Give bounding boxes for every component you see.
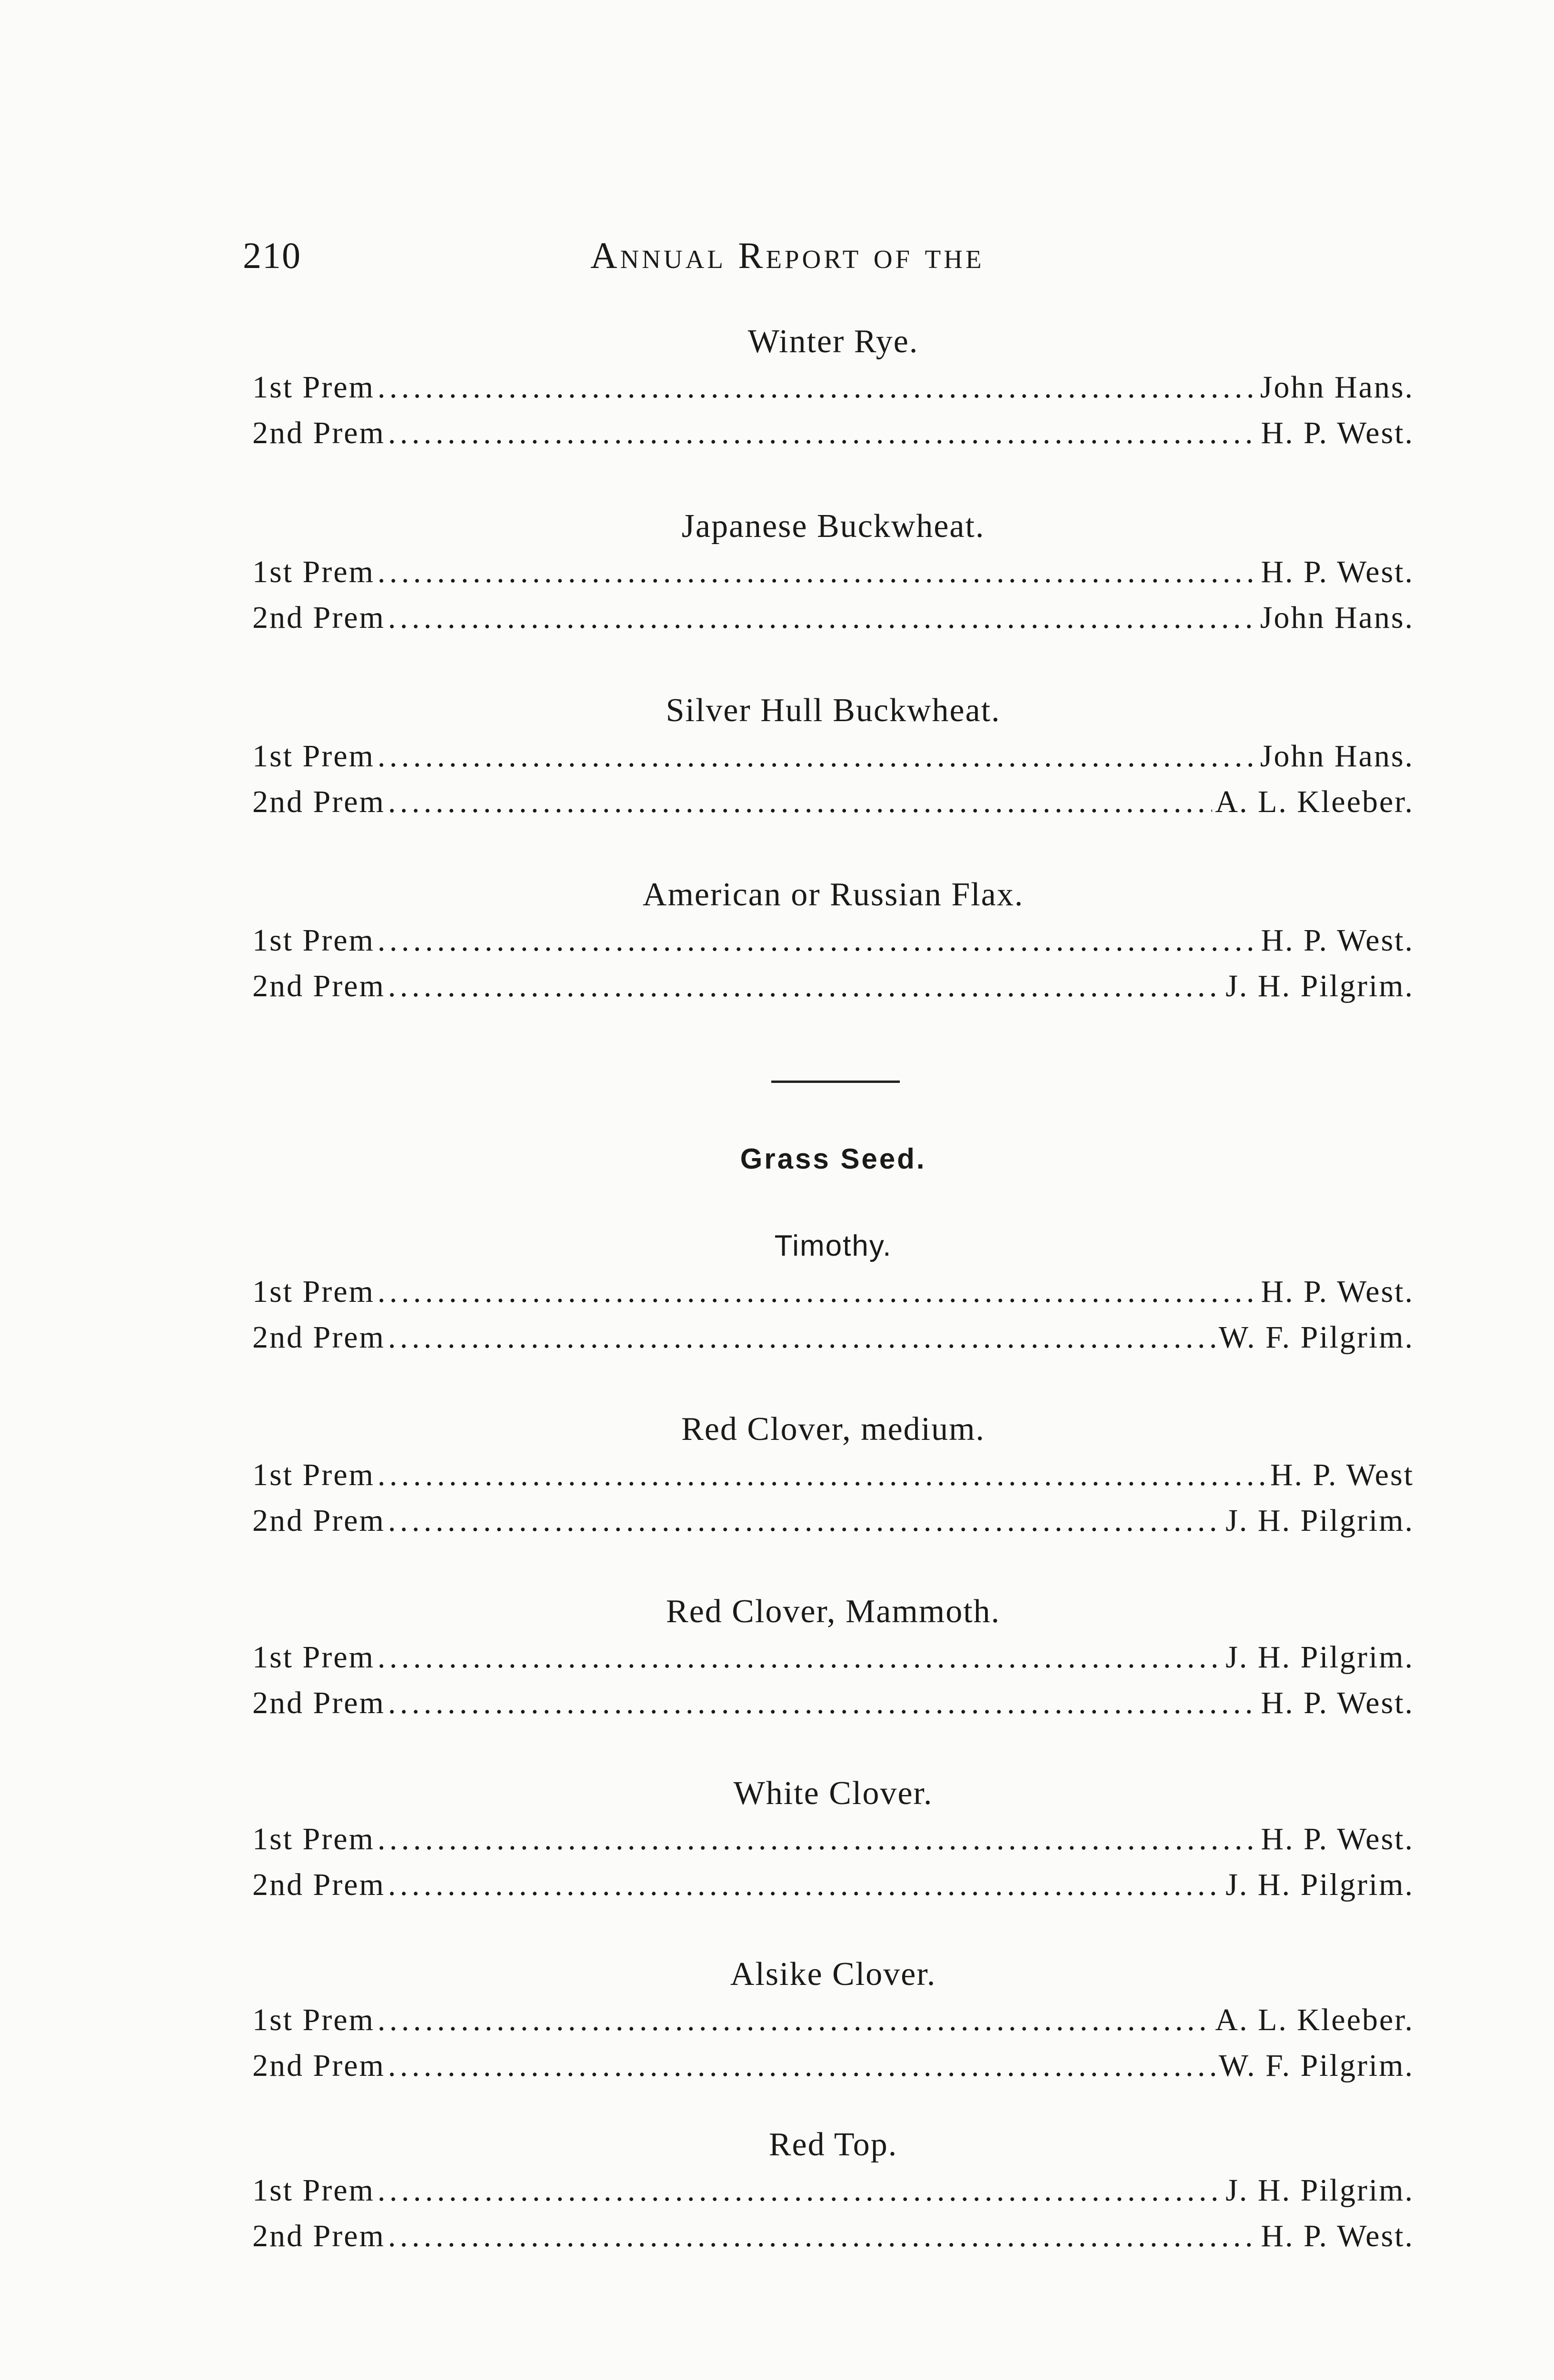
premium-entry [252,595,1414,641]
dot-leader [378,365,1257,410]
section-winter-rye [252,319,1414,456]
premium-label: 2nd Prem [252,1320,385,1355]
premium-label: 1st Prem [252,923,375,958]
page-number: 210 [243,235,301,276]
page-header [243,234,1405,291]
dot-leader [388,2043,1216,2089]
premium-label: 1st Prem [252,1458,375,1492]
section-title: White Clover. [733,1775,933,1812]
section-title: Red Clover, Mammoth. [666,1593,1001,1630]
premium-label: 1st Prem [252,1822,375,1856]
winner-name: W. F. Pilgrim. [1218,2048,1414,2083]
premium-entry [252,1498,1414,1544]
section-silver-hull-buckwheat [252,688,1414,825]
dot-leader [388,2213,1258,2259]
dot-leader [378,1997,1212,2043]
premium-label: 1st Prem [252,2173,375,2208]
premium-entry [252,2213,1414,2259]
premium-entry [252,410,1414,456]
dot-leader [388,779,1212,825]
dot-leader [388,963,1223,1009]
dot-leader [378,2168,1223,2213]
winner-name: W. F. Pilgrim. [1218,1320,1414,1355]
dot-leader [378,918,1258,963]
section-american-russian-flax [252,872,1414,1009]
section-red-clover-mammoth [252,1589,1414,1726]
dot-leader [388,410,1258,456]
winner-name: J. H. Pilgrim. [1225,1867,1414,1902]
section-title: Red Clover, medium. [681,1411,985,1448]
premium-label: 1st Prem [252,1640,375,1675]
winner-name: J. H. Pilgrim. [1225,2173,1414,2208]
dot-leader [388,1498,1223,1544]
premium-label: 2nd Prem [252,1503,385,1538]
premium-label: 2nd Prem [252,969,385,1003]
category-heading: Grass Seed. [740,1143,926,1175]
winner-name: H. P. West [1270,1458,1414,1492]
section-title: Timothy. [774,1230,892,1262]
premium-entry [252,1315,1414,1360]
section-title: Alsike Clover. [730,1956,936,1993]
premium-entry [252,2168,1414,2213]
dot-leader [378,1635,1223,1680]
winner-name: H. P. West. [1261,416,1414,450]
section-title: Red Top. [768,2126,898,2163]
section-white-clover [252,1771,1414,1908]
winner-name: A. L. Kleeber. [1215,784,1414,819]
premium-entry [252,1997,1414,2043]
premium-entry [252,1635,1414,1680]
section-red-clover-medium [252,1407,1414,1544]
premium-label: 2nd Prem [252,600,385,635]
winner-name: J. H. Pilgrim. [1225,969,1414,1003]
premium-label: 2nd Prem [252,784,385,819]
winner-name: H. P. West. [1261,555,1414,589]
dot-leader [388,595,1257,641]
premium-label: 2nd Prem [252,416,385,450]
dot-leader [388,1862,1223,1908]
premium-label: 2nd Prem [252,1686,385,1720]
premium-label: 1st Prem [252,1274,375,1309]
winner-name: J. H. Pilgrim. [1225,1640,1414,1675]
winner-name: John Hans. [1260,739,1414,774]
winner-name: H. P. West. [1261,923,1414,958]
dot-leader [378,1452,1267,1498]
section-red-top [252,2122,1414,2259]
winner-name: H. P. West. [1261,1274,1414,1309]
premium-label: 2nd Prem [252,2219,385,2253]
premium-entry [252,1269,1414,1315]
premium-label: 2nd Prem [252,2048,385,2083]
premium-label: 1st Prem [252,2003,375,2037]
premium-entry [252,1862,1414,1908]
premium-label: 1st Prem [252,739,375,774]
dot-leader [378,1816,1258,1862]
winner-name: John Hans. [1260,370,1414,405]
premium-entry [252,1816,1414,1862]
section-japanese-buckwheat [252,504,1414,641]
winner-name: A. L. Kleeber. [1215,2003,1414,2037]
premium-entry [252,963,1414,1009]
dot-leader [388,1680,1258,1726]
winner-name: J. H. Pilgrim. [1225,1503,1414,1538]
dot-leader [378,734,1257,779]
premium-entry [252,1452,1414,1498]
dot-leader [378,1269,1258,1315]
premium-entry [252,549,1414,595]
winner-name: H. P. West. [1261,2219,1414,2253]
premium-entry [252,918,1414,963]
section-alsike-clover [252,1952,1414,2089]
winner-name: H. P. West. [1261,1686,1414,1720]
section-title: Winter Rye. [747,323,919,360]
section-title: Japanese Buckwheat. [681,508,985,545]
premium-entry [252,2043,1414,2089]
premium-label: 1st Prem [252,370,375,405]
premium-label: 1st Prem [252,555,375,589]
premium-entry [252,365,1414,410]
running-head: Annual Report of the [590,235,985,276]
section-timothy [252,1223,1414,1360]
premium-entry [252,734,1414,779]
premium-label: 2nd Prem [252,1867,385,1902]
section-title: American or Russian Flax. [642,876,1024,913]
dot-leader [388,1315,1216,1360]
premium-entry [252,779,1414,825]
winner-name: H. P. West. [1261,1822,1414,1856]
premium-entry [252,1680,1414,1726]
dot-leader [378,549,1258,595]
winner-name: John Hans. [1260,600,1414,635]
section-title: Silver Hull Buckwheat. [666,692,1001,729]
section-divider [771,1081,900,1083]
